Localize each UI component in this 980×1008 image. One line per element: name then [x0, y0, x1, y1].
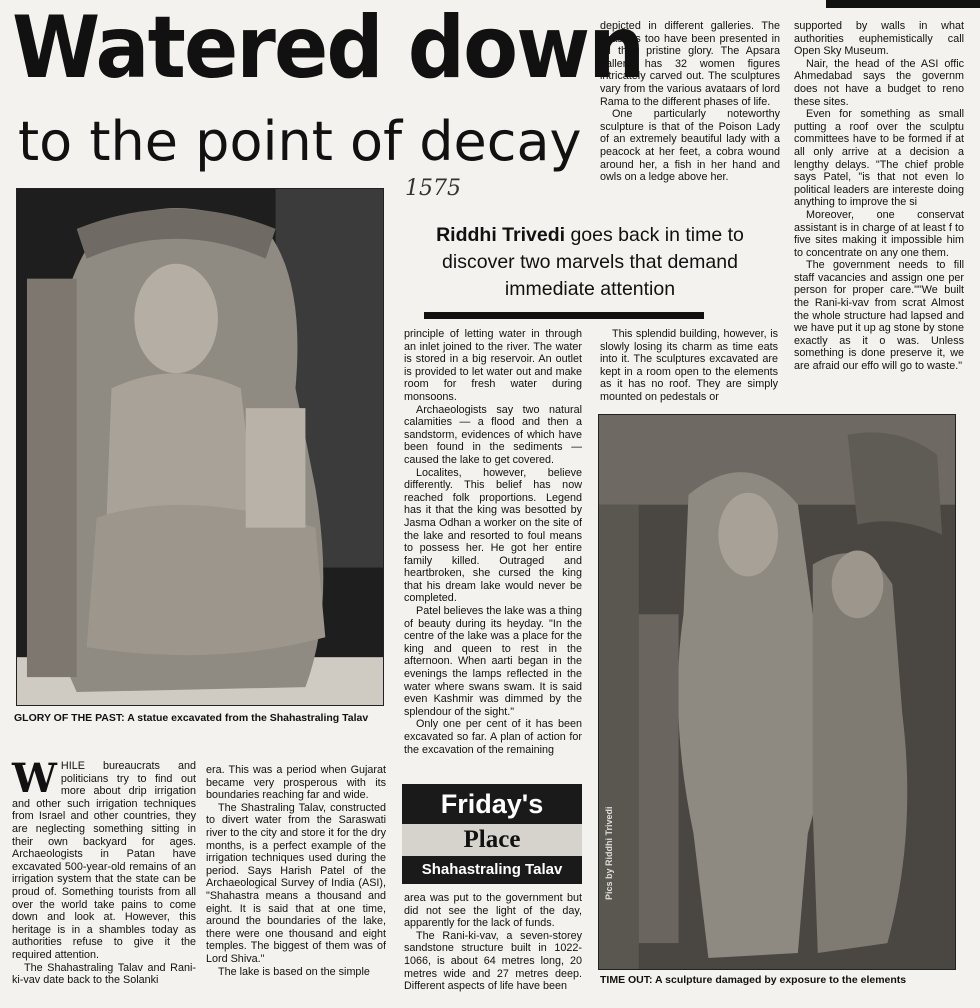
paragraph: supported by walls in what authorities euphemistically call Open Sky Museum.: [794, 20, 964, 58]
paragraph: The Rani-ki-vav, a seven-storey sandstone structure built in 1022-1066, is about 64 metres long, 20 metres wide and 27 metres deep. Different aspects of life have been: [404, 929, 582, 993]
paragraph: Nair, the head of the ASI offic Ahmedabad says the governm does not have a budget to reno these sites.: [794, 57, 964, 108]
paragraph: The government needs to fill staff vacancies and assign one per person for proper care.""We built the Rani-ki-vav from scrat Almost the whole structure had lapsed and we have put it up ag stone by stone exactly as it o was. Unless something is done preserve it, we are afraid our effo will go to waste.": [794, 259, 964, 373]
paragraph: HILE bureaucrats and politicians try to find out more about drip irrigation and other such irrigation techniques from Israel and other countries, they are neglecting something sitting in their own backyard for ages. Archaeologists in Patan have excavated 500-year-old remains of an irrigation system that the state can be proud of. Something tourists from all over the world take pains to come down and look at. However, this heritage is in a shambles today as authorities refuse to give it the required attention.: [12, 760, 196, 961]
handwritten-note: 1575: [405, 176, 461, 201]
sculpture-photo: [598, 414, 956, 970]
fridays-place-bottom: Shahastraling Talav: [402, 856, 582, 884]
byline: [420, 222, 760, 303]
paragraph: This splendid building, however, is slowly losing its charm as time eats into it. The sculptures excavated are kept in a room open to the elements as it has no roof. They are simply mounted on pedestals or: [600, 328, 778, 403]
article-column-3-continued: [404, 892, 582, 993]
byline-rule: [424, 312, 704, 319]
article-column-1: [12, 755, 196, 987]
paragraph: area was put to the government but did not see the light of the day, apparently for the lack of funds.: [404, 892, 582, 930]
article-column-5: [600, 20, 780, 184]
statue-photo: [16, 188, 384, 706]
caption-kicker: TIME OUT:: [600, 974, 653, 986]
drop-cap: W: [12, 755, 57, 802]
paragraph: The lake is based on the simple: [218, 965, 370, 978]
caption-text: A statue excavated from the Shahastraling Talav: [127, 712, 369, 724]
byline-text: goes back in time to discover two marvels that demand immediate attention: [442, 224, 744, 300]
caption-text: A sculpture damaged by exposure to the elements: [655, 974, 907, 986]
fridays-place-top: Friday's: [402, 784, 582, 824]
paragraph: Even for something as small putting a roof over the sculptu committees have to be formed if at all only arrive at a decision a lengthy delays. "The chief proble says Patel, "is that not even lo political leaders are intereste doing anything to improve the si: [794, 108, 964, 209]
author-name: Riddhi Trivedi: [436, 224, 566, 246]
paragraph: Localites, however, believe differently. This belief has now reached folk proportions. Legend has it that the king was besotted by Jasma Odhan a worker on the site of the lake and resorted to foul means to possess her. He got her entire family killed. Outraged and heartbroken, she cursed the king that his dream lake would never be completed.: [404, 466, 582, 605]
article-column-4: [600, 328, 778, 404]
fridays-place-box: [402, 784, 582, 884]
fridays-place-middle: Place: [402, 824, 582, 856]
paragraph: Patel believes the lake was a thing of beauty during its heyday. "In the centre of the lake was a place for the king and queen to rest in the afternoon. When aarti began in the evenings the lamps reflected in the water where swans swam. It is said even Kashmir was dimmed by the splendour of the sight.": [404, 605, 582, 718]
paragraph: Moreover, one conservat assistant is in charge of at least f to five sites making it impossible him to concentrate on any one them.: [794, 208, 964, 259]
paragraph: Only one per cent of it has been excavated so far. A plan of action for the excavation of the remaining: [404, 718, 582, 756]
article-column-6: [794, 20, 964, 373]
photo-credit: Pics by Riddhi Trivedi: [604, 806, 614, 900]
headline-main: Watered down: [12, 0, 644, 98]
paragraph: One particularly noteworthy sculpture is that of the Poison Lady of an extremely beautiful lady with a peacock at her feet, a cobra wound around her, a fish in her hand and owls on a ledge above her.: [600, 108, 780, 184]
paragraph: The Shahastraling Talav and Rani-ki-vav date back to the Solanki: [12, 961, 196, 987]
paragraph: era. This was a period when Gujarat became very prosperous with its boundaries reaching far and wide.: [206, 764, 386, 802]
headline-sub: to the point of decay: [18, 110, 582, 173]
paragraph: Archaeologists say two natural calamities — a flood and then a sandstorm, evidences of which have been found in the sediments — caused the lake to get covered.: [404, 403, 582, 466]
top-rule: [826, 0, 980, 8]
statue-caption: [14, 712, 384, 725]
article-column-3: [404, 328, 582, 756]
caption-kicker: GLORY OF THE PAST:: [14, 712, 125, 724]
paragraph: principle of letting water in through an inlet joined to the river. The water is stored in a big reservoir. An outlet is provided to let water out and make room for fresh water during monsoons.: [404, 328, 582, 403]
article-column-2: [206, 764, 386, 978]
paragraph: The Shastraling Talav, constructed to divert water from the Saraswati river to the city and store it for the dry months, is a perfect example of the irrigation techniques used during the period. Says Harish Patel of the Archaeological Survey of India (ASI), "Shahastra means a thousand and eight. It is said that at one time, around the boundaries of the lake, there were one thousand and eight temples. The biggest of them was of Lord Shiva.": [206, 801, 386, 965]
sculpture-caption: [600, 974, 960, 987]
paragraph: depicted in different galleries. The shastras too have been presented in all their pristine glory. The Apsara gallery has 32 women figures intricately carved out. The sculptures vary from the various avataars of lord Rama to the different phases of life.: [600, 20, 780, 108]
